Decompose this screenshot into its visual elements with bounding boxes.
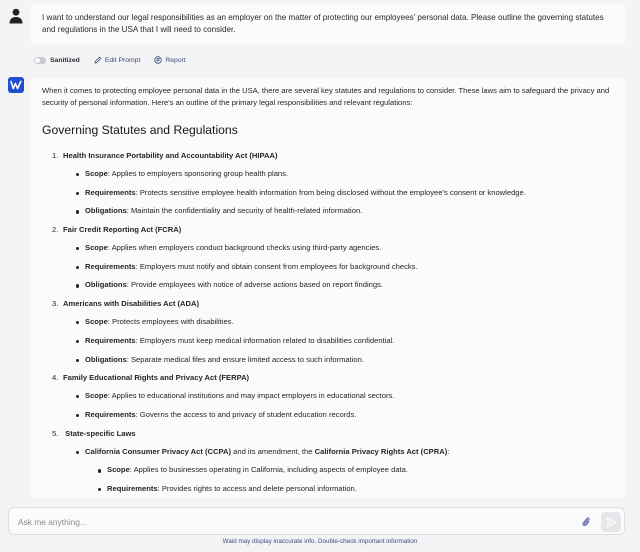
send-button[interactable] [601, 512, 621, 532]
state-law-title-text: State-specific Laws [65, 428, 136, 438]
law-points [76, 239, 614, 295]
law-title-text: Fair Credit Reporting Act (FCRA) [63, 225, 182, 235]
point-label: Scope [107, 465, 130, 475]
law-point [76, 276, 614, 295]
point-text: : Protects employees with disabilities. [107, 317, 234, 327]
point-text: : Applies to businesses operating in California, including aspects of employee data. [129, 465, 408, 475]
ccpa-point [98, 461, 614, 480]
law-title-text: Americans with Disabilities Act (ADA) [63, 299, 200, 309]
ccpa-point [98, 480, 614, 498]
report-button[interactable] [154, 56, 185, 64]
point-label: Requirements [107, 483, 158, 493]
point-text: : Applies to employers sponsoring group health plans. [107, 169, 289, 178]
law-item [42, 369, 614, 424]
law-number: 3. [52, 299, 59, 309]
law-title-text: Family Educational Rights and Privacy Act (FERPA) [63, 373, 250, 383]
state-law-number: 5. [52, 428, 59, 438]
user-message [0, 0, 640, 48]
assistant-response [30, 78, 626, 498]
point-text: : Protects sensitive employee health information from being disclosed without the employee's consent or knowledge. [135, 187, 526, 197]
point-label: Requirements [85, 261, 136, 271]
disclaimer: Waid may display inaccurate info. Double-check important information [222, 538, 418, 545]
ccpa-item [76, 443, 614, 462]
law-point [76, 332, 614, 351]
point-text: : Maintain the confidentiality and security of health-related information. [126, 206, 363, 216]
paperclip-icon[interactable] [581, 516, 591, 528]
law-title [52, 369, 614, 387]
point-text: : Separate medical files and ensure limited access to such information. [126, 354, 364, 364]
waid-logo-icon [8, 77, 24, 93]
point-label: Obligations [85, 206, 127, 216]
ccpa-end: : [447, 446, 450, 456]
user-message-text: I want to understand our legal responsibilities as an employer on the matter of protecting our employees' personal data. Please outline the governing statutes and regulations in the USA that I will need to consider. [30, 4, 626, 44]
edit-prompt-button[interactable] [94, 56, 141, 64]
law-point [76, 351, 614, 370]
state-law-title [52, 425, 614, 443]
law-title [52, 147, 614, 165]
law-title-text: Health Insurance Portability and Accountability Act (HIPAA) [63, 151, 278, 160]
point-label: Scope [85, 391, 108, 401]
chat-input[interactable] [18, 514, 558, 530]
law-point [76, 387, 614, 406]
point-label: Scope [85, 169, 108, 178]
law-item [42, 147, 614, 221]
point-text: : Applies when employers conduct background checks using third-party agencies. [107, 243, 382, 253]
law-points [76, 165, 614, 221]
message-actions [34, 53, 200, 67]
sanitized-label: Sanitized [50, 56, 80, 64]
point-label: Scope [85, 317, 108, 327]
law-number: 4. [52, 373, 59, 383]
response-intro: When it comes to protecting employee personal data in the USA, there are several key statutes and regulations to consider. These laws aim to safeguard the privacy and security of personal information. Here's an outline of the primary legal responsibilities and relevant regulations: [42, 86, 610, 107]
point-label: Obligations [85, 280, 127, 290]
composer [8, 507, 625, 535]
cpra-name: California Privacy Rights Act (CPRA) [314, 446, 448, 456]
state-law-list [76, 443, 614, 462]
point-label: Obligations [85, 354, 127, 364]
law-item [42, 295, 614, 369]
law-title [52, 221, 614, 239]
point-label: Scope [85, 243, 108, 253]
ccpa-name: California Consumer Privacy Act (CCPA) [85, 446, 232, 456]
report-label: Report [165, 56, 186, 64]
point-text: : Provides rights to access and delete personal information. [157, 483, 357, 493]
law-point [76, 258, 614, 277]
report-icon [154, 56, 162, 64]
point-label: Requirements [85, 335, 136, 345]
law-point [76, 184, 614, 203]
law-points [76, 387, 614, 424]
pencil-icon [94, 56, 102, 64]
law-point [76, 406, 614, 425]
person-icon [9, 8, 23, 24]
laws-list [42, 147, 614, 425]
law-point [76, 202, 614, 221]
law-item [42, 221, 614, 295]
law-title [52, 295, 614, 313]
point-text: : Employers must notify and obtain consent from employees for background checks. [135, 261, 418, 271]
law-point [76, 239, 614, 258]
ccpa-points [98, 461, 614, 498]
state-law [42, 425, 614, 498]
ccpa-mid: and its amendment, the [231, 446, 315, 456]
send-icon [606, 517, 617, 528]
sanitized-toggle[interactable] [34, 57, 46, 64]
point-text: : Applies to educational institutions and may impact employers in educational sectors. [107, 391, 395, 401]
response-heading: Governing Statutes and Regulations [42, 123, 238, 137]
law-number: 1. [52, 151, 59, 160]
point-text: : Employers must keep medical information related to disabilities confidential. [135, 335, 395, 345]
law-point [76, 313, 614, 332]
point-label: Requirements [85, 187, 136, 197]
edit-prompt-label: Edit Prompt [104, 56, 141, 64]
law-number: 2. [52, 225, 59, 235]
law-point [76, 165, 614, 184]
point-text: : Provide employees with notice of adverse actions based on report findings. [126, 280, 383, 290]
point-label: Requirements [85, 409, 136, 419]
law-points [76, 313, 614, 369]
point-text: : Governs the access to and privacy of student education records. [135, 409, 357, 419]
